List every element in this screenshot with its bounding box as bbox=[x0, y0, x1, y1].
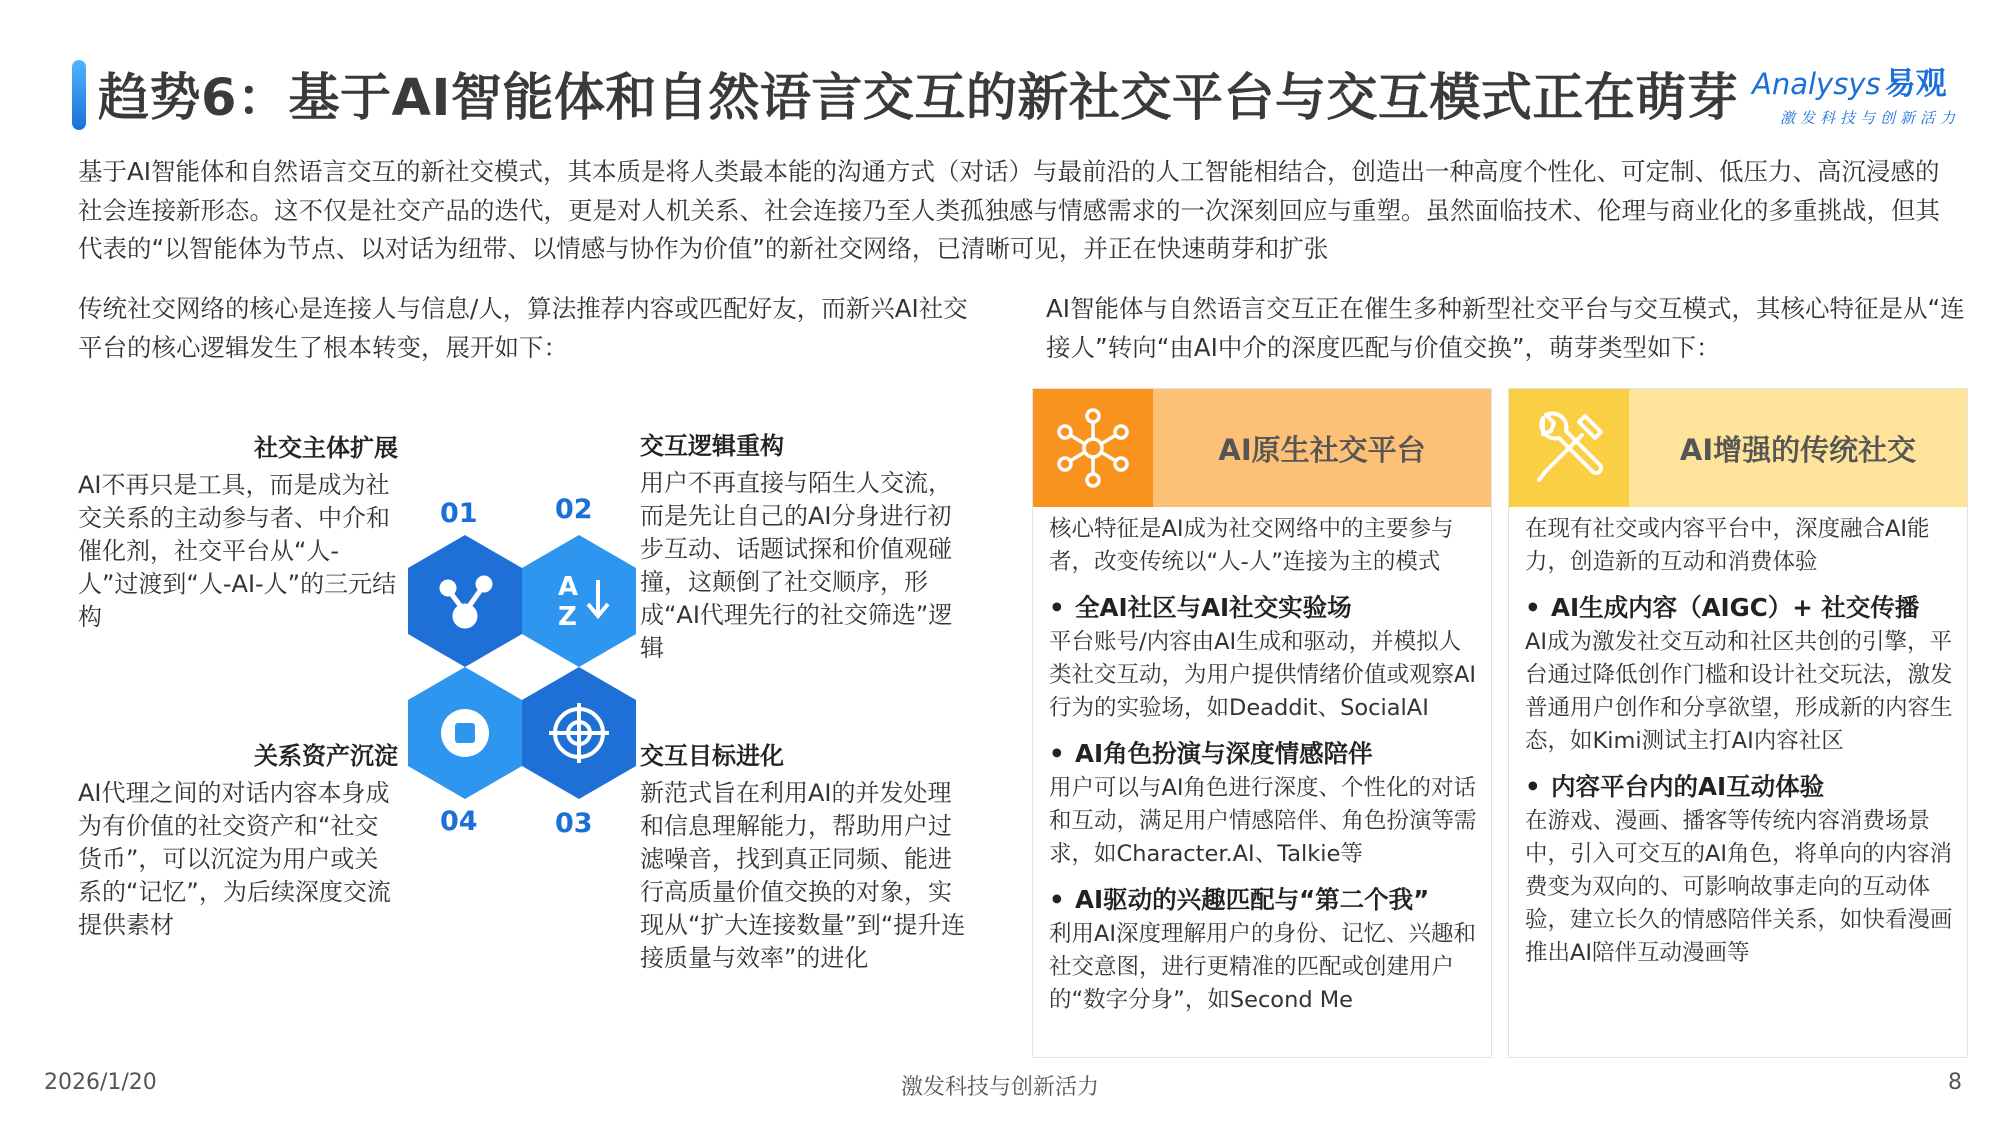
svg-text:Z: Z bbox=[558, 602, 577, 632]
card-1-item-1-title: • 全AI社区与AI社交实验场 bbox=[1049, 593, 1352, 622]
right-lead-text: AI智能体与自然语言交互正在催生多种新型社交平台与交互模式，其核心特征是从“连接人”转向“由AI中介的深度匹配与价值交换”，萌芽类型如下： bbox=[1046, 294, 1965, 362]
record-stop-icon bbox=[441, 709, 489, 757]
card-1-item-1-text: 平台账号/内容由AI生成和驱动，并模拟人类社交互动，为用户提供情绪价值或观察AI行为的实验场，如Deaddit、SocialAI bbox=[1049, 629, 1477, 721]
title-accent-bar bbox=[72, 60, 86, 130]
block-02-number: 02 bbox=[555, 494, 593, 525]
card-1-item-2-title: • AI角色扮演与深度情感陪伴 bbox=[1049, 739, 1373, 768]
card-1-title: AI原生社交平台 bbox=[1218, 432, 1426, 467]
card-2-item-1-text: AI成为激发社交互动和社区共创的引擎，平台通过降低创作门槛和设计社交玩法，激发普通用户创作和分享欲望，形成新的内容生态，如Kimi测试主打AI内容社区 bbox=[1525, 629, 1953, 754]
hex-02 bbox=[522, 535, 636, 667]
block-04-text: AI代理之间的对话内容本身成为有价值的社交资产和“社交货币”，可以沉淀为用户或关系的“记忆”，为后续深度交流提供素材 bbox=[78, 779, 391, 939]
tools-icon bbox=[1527, 406, 1611, 490]
card-2-title: AI增强的传统社交 bbox=[1679, 432, 1917, 467]
block-01-number: 01 bbox=[440, 498, 478, 529]
card-2-body bbox=[1525, 513, 1953, 970]
block-04-title: 关系资产沉淀 bbox=[254, 742, 398, 770]
block-03-number: 03 bbox=[555, 808, 593, 839]
logo-name-en: Analysys bbox=[1752, 67, 1881, 101]
card-2-icon-box bbox=[1509, 389, 1629, 507]
block-01-title: 社交主体扩展 bbox=[254, 434, 398, 462]
analysys-logo bbox=[1752, 58, 1972, 128]
hexagon-diagram bbox=[390, 480, 650, 840]
svg-text:A: A bbox=[558, 572, 579, 602]
card-2-header bbox=[1509, 389, 1967, 507]
block-03-text: 新范式旨在利用AI的并发处理和信息理解能力，帮助用户过滤噪音，找到真正同频、能进行高质量价值交换的对象，实现从“扩大连接数量”到“提升连接质量与效率”的进化 bbox=[640, 779, 966, 972]
block-02-title: 交互逻辑重构 bbox=[640, 432, 784, 460]
block-01 bbox=[78, 432, 398, 634]
card-1-item-3-title: • AI驱动的兴趣匹配与“第二个我” bbox=[1049, 885, 1430, 914]
hex-01 bbox=[408, 535, 522, 667]
footer-tagline: 激发科技与创新活力 bbox=[900, 1075, 1099, 1100]
block-04-number: 04 bbox=[440, 806, 478, 837]
card-2-item-2-title: • 内容平台内的AI互动体验 bbox=[1525, 772, 1825, 801]
page-number: 8 bbox=[1948, 1070, 1962, 1095]
footer-date: 2026/1/20 bbox=[44, 1070, 157, 1095]
block-03 bbox=[640, 740, 975, 975]
bullet: • bbox=[1049, 593, 1065, 622]
bullet: • bbox=[1049, 739, 1065, 768]
card-1-item-2-text: 用户可以与AI角色进行深度、个性化的对话和互动，满足用户情感陪伴、角色扮演等需求，如Character.AI、Talkie等 bbox=[1049, 775, 1477, 867]
card-ai-native-social bbox=[1032, 388, 1492, 1058]
card-2-desc: 在现有社交或内容平台中，深度融合AI能力，创造新的互动和消费体验 bbox=[1525, 516, 1930, 575]
bullet: • bbox=[1525, 772, 1541, 801]
logo-name-cn: 易观 bbox=[1884, 66, 1947, 102]
block-02-text: 用户不再直接与陌生人交流，而是先让自己的AI分身进行初步互动、话题试探和价值观碰撞，这颠倒了社交顺序，形成“AI代理先行的社交筛选”逻辑 bbox=[640, 469, 953, 662]
card-ai-enhanced-social bbox=[1508, 388, 1968, 1058]
card-1-desc: 核心特征是AI成为社交网络中的主要参与者，改变传统以“人-人”连接为主的模式 bbox=[1049, 516, 1454, 575]
bullet: • bbox=[1525, 593, 1541, 622]
card-2-item-1-title: • AI生成内容（AIGC）+ 社交传播 bbox=[1525, 593, 1920, 622]
block-03-title: 交互目标进化 bbox=[640, 742, 784, 770]
card-1-header bbox=[1033, 389, 1491, 507]
card-1-item-3-text: 利用AI深度理解用户的身份、记忆、兴趣和社交意图，进行更精准的匹配或创建用户的“数字分身”，如Second Me bbox=[1049, 921, 1477, 1013]
card-2-item-2-text: 在游戏、漫画、播客等传统内容消费场景中，引入可交互的AI角色，将单向的内容消费变为双向的、可影响故事走向的互动体验，建立长久的情感陪伴关系，如快看漫画推出AI陪伴互动漫画等 bbox=[1525, 808, 1953, 966]
page-title: 趋势6：基于AI智能体和自然语言交互的新社交平台与交互模式正在萌芽 bbox=[98, 69, 1739, 128]
block-04 bbox=[78, 740, 398, 942]
card-1-icon-box bbox=[1033, 389, 1153, 507]
logo-tagline: 激发科技与创新活力 bbox=[1780, 109, 1961, 127]
left-lead-text: 传统社交网络的核心是连接人与信息/人，算法推荐内容或匹配好友，而新兴AI社交平台的核心逻辑发生了根本转变，展开如下： bbox=[78, 294, 968, 362]
network-nodes-icon bbox=[1051, 406, 1135, 490]
block-02 bbox=[640, 430, 975, 665]
intro-paragraph: 基于AI智能体和自然语言交互的新社交模式，其本质是将人类最本能的沟通方式（对话）与最前沿的人工智能相结合，创造出一种高度个性化、可定制、低压力、高沉浸感的社会连接新形态。这不仅是社交产品的迭代，更是对人机关系、社会连接乃至人类孤独感与情感需求的一次深刻回应与重塑。虽然面临技术、伦理与商业化的多重挑战，但其代表的“以智能体为节点、以对话为纽带、以情感与协作为价值”的新社交网络，已清晰可见，并正在快速萌芽和扩张 bbox=[78, 157, 1940, 263]
block-01-text: AI不再只是工具，而是成为社交关系的主动参与者、中介和催化剂，社交平台从“人-人”过渡到“人-AI-人”的三元结构 bbox=[78, 471, 397, 631]
bullet: • bbox=[1049, 885, 1065, 914]
card-1-body bbox=[1049, 513, 1477, 1017]
